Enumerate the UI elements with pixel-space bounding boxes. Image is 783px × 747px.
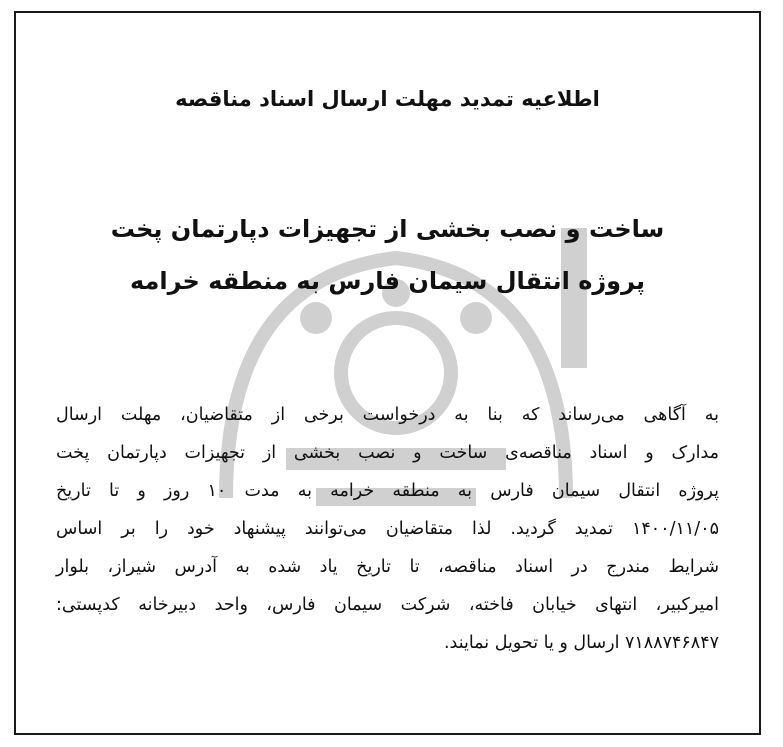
body-line: شرایط مندرج در اسناد مناقصه، تا تاریخ یاد شده به آدرس شیراز، بلوار xyxy=(56,557,719,577)
notice-heading: اطلاعیه تمدید مهلت ارسال اسناد مناقصه xyxy=(175,87,600,111)
notice-body xyxy=(56,396,719,662)
body-line: ۷۱۸۸۷۴۶۸۴۷ ارسال و یا تحویل نمایند. xyxy=(443,633,719,653)
body-line: پروژه انتقال سیمان فارس به منطقه خرامه به مدت ۱۰ روز و تا تاریخ xyxy=(56,481,719,501)
project-title xyxy=(36,203,739,307)
body-line: امیرکبیر، انتهای خیابان فاخته، شرکت سیمان فارس، واحد دبیرخانه کدپستی: xyxy=(56,595,719,615)
body-line: ۱۴۰۰/۱۱/۰۵ تمدید گردید. لذا متقاضیان می‌توانند پیشنهاد خود را بر اساس xyxy=(56,519,719,539)
project-title-line: ساخت و نصب بخشی از تجهیزات دپارتمان پخت xyxy=(110,215,665,243)
notice-frame xyxy=(14,11,761,735)
body-line: به آگاهی می‌رساند که بنا به درخواست برخی از متقاضیان، مهلت ارسال xyxy=(56,405,719,425)
body-line: مدارک و اسناد مناقصه‌ی ساخت و نصب بخشی از تجهیزات دپارتمان پخت xyxy=(56,443,719,463)
project-title-line: پروژه انتقال سیمان فارس به منطقه خرامه xyxy=(129,267,646,295)
